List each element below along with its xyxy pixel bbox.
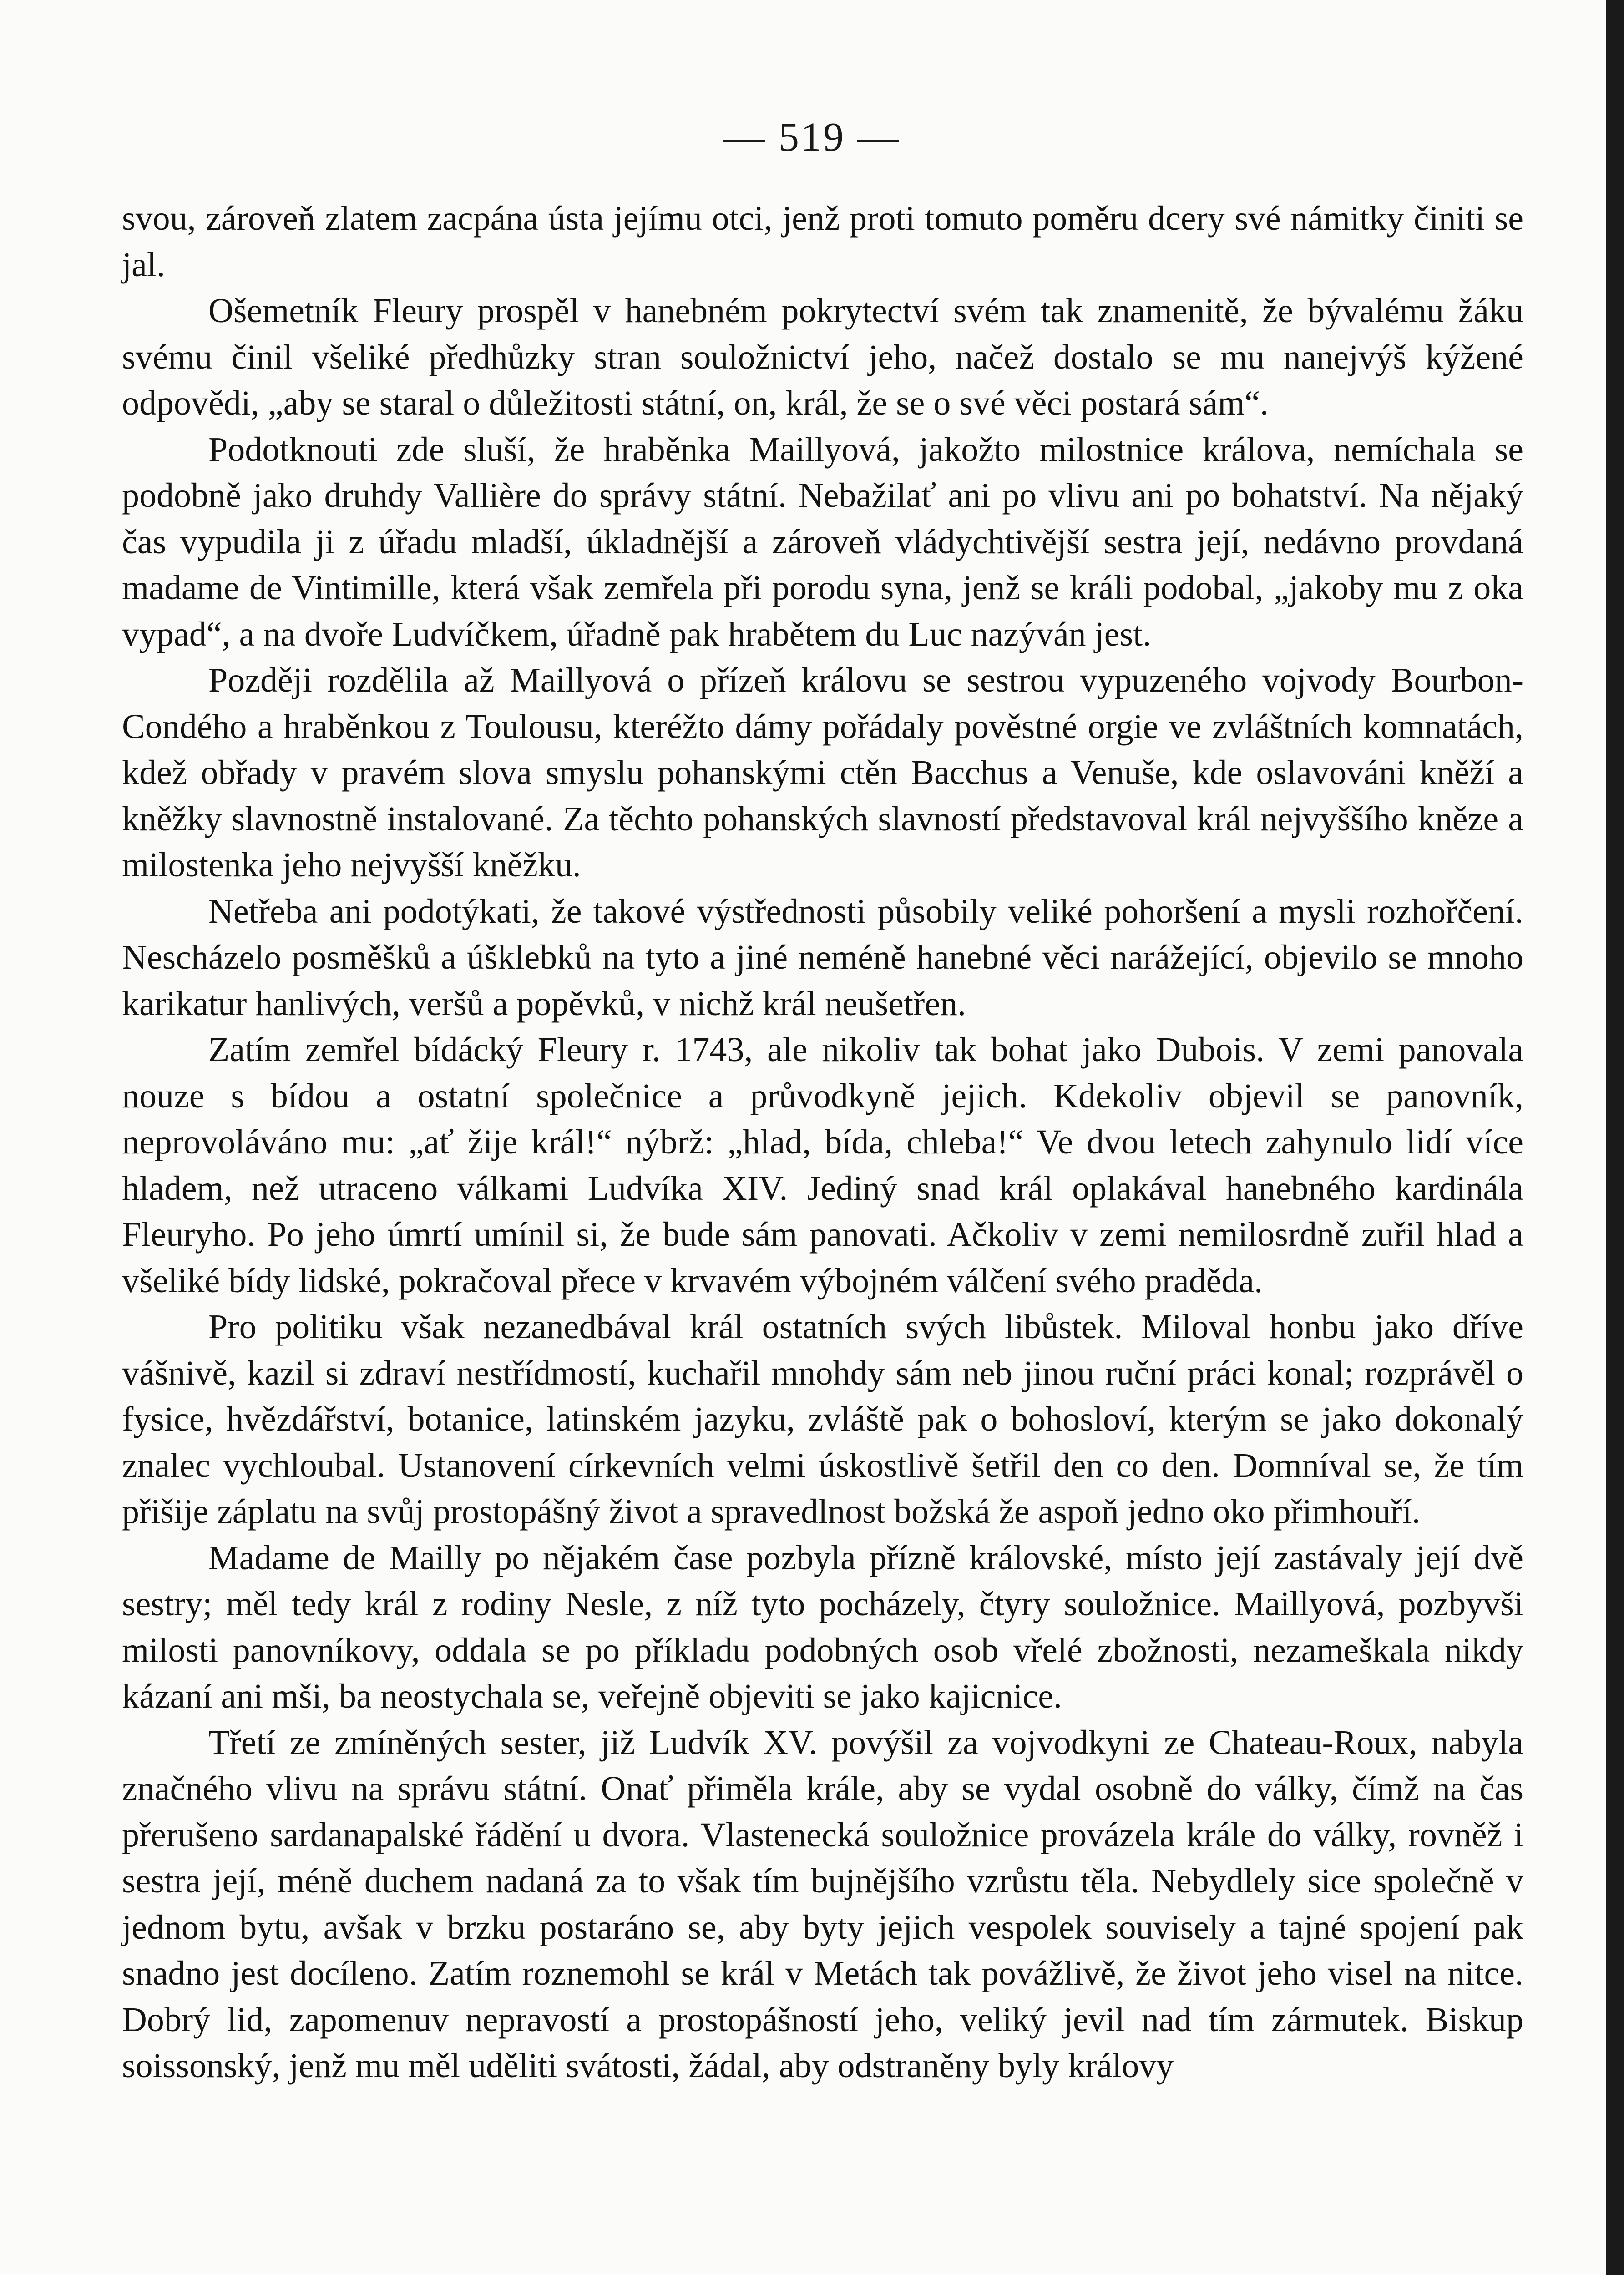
- paragraph: Zatím zemřel bídácký Fleury r. 1743, ale nikoliv tak bohat jako Dubois. V zemi panovala nouze s bídou a ostatní společnice a průvodkyně jejich. Kdekoliv objevil se panovník, neprovoláváno mu: „ať žije král!“ nýbrž: „hlad, bída, chleba!“ Ve dvou letech zahynulo lidí více hladem, než utraceno válkami Ludvíka XIV. Jediný snad král oplakával hanebného kardinála Fleuryho. Po jeho úmrtí umínil si, že bude sám panovati. Ačkoliv v zemi nemilosrdně zuřil hlad a všeliké bídy lidské, pokračoval přece v krvavém výbojném válčení svého praděda.: [122, 1031, 1523, 1300]
- paragraph: Ošemetník Fleury prospěl v hanebném pokrytectví svém tak znamenitě, že bývalému žáku svému činil všeliké předhůzky stran souložnictví jeho, načež dostalo se mu nanejvýš kýžené odpovědi, „aby se staral o důležitosti státní, on, král, že se o své věci postará sám“.: [122, 292, 1523, 422]
- paragraph: Podotknouti zde sluší, že hraběnka Maillyová, jakožto milostnice králova, nemíchala se podobně jako druhdy Vallière do správy státní. Nebažilať ani po vlivu ani po bohatství. Na nějaký čas vypudila ji z úřadu mladší, úkladnější a zároveň vládychtivější sestra její, nedávno provdaná madame de Vintimille, která však zemřela při porodu syna, jenž se králi podobal, „jakoby mu z oka vypad“, a na dvoře Ludvíčkem, úřadně pak hrabětem du Luc nazýván jest.: [122, 430, 1523, 653]
- body-text: [122, 196, 1523, 2089]
- page-edge-shadow: [1606, 0, 1624, 2275]
- paragraph: Později rozdělila až Maillyová o přízeň královu se sestrou vypuzeného vojvody Bourbon-Condého a hraběnkou z Toulousu, kteréžto dámy pořádaly pověstné orgie ve zvláštních komnatách, kdež obřady v pravém slova smyslu pohanskými ctěn Bacchus a Venuše, kde oslavováni kněží a kněžky slavnostně instalované. Za těchto pohanských slavností představoval král nejvyššího kněze a milostenka jeho nejvyšší kněžku.: [122, 661, 1523, 884]
- paragraph-continued: svou, zároveň zlatem zacpána ústa jejímu otci, jenž proti tomuto poměru dcery své námitky činiti se jal.: [122, 199, 1523, 284]
- paragraph: Pro politiku však nezanedbával král ostatních svých libůstek. Miloval honbu jako dříve vášnivě, kazil si zdraví nestřídmostí, kuchařil mnohdy sám neb jinou ruční práci konal; rozprávěl o fysice, hvězdářství, botanice, latinském jazyku, zvláště pak o bohosloví, kterým se jako dokonalý znalec vychloubal. Ustanovení církevních velmi úskostlivě šetřil den co den. Domníval se, že tím přišije záplatu na svůj prostopášný život a spravedlnost božská že aspoň jedno oko přimhouří.: [122, 1308, 1523, 1531]
- page-number: — 519 —: [723, 115, 901, 160]
- paragraph: Madame de Mailly po nějakém čase pozbyla přízně královské, místo její zastávaly její dvě sestry; měl tedy král z rodiny Nesle, z níž tyto pocházely, čtyry souložnice. Maillyová, pozbyvši milosti panovníkovy, oddala se po příkladu podobných osob vřelé zbožnosti, nezameškala nikdy kázaní ani mši, ba neostychala se, veřejně objeviti se jako kajicnice.: [122, 1538, 1523, 1715]
- paragraph: Netřeba ani podotýkati, že takové výstřednosti působily veliké pohoršení a mysli rozhořčení. Nescházelo posměšků a úšklebků na tyto a jiné neméně hanebné věci narážející, objevilo se mnoho karikatur hanlivých, veršů a popěvků, v nichž král neušetřen.: [122, 892, 1523, 1023]
- paragraph: Třetí ze zmíněných sester, již Ludvík XV. povýšil za vojvodkyni ze Chateau-Roux, nabyla značného vlivu na správu státní. Onať přiměla krále, aby se vydal osobně do války, čímž na čas přerušeno sardanapalské řádění u dvora. Vlastenecká souložnice provázela krále do války, rovněž i sestra její, méně duchem nadaná za to však tím bujnějšího vzrůstu těla. Nebydlely sice společně v jednom bytu, avšak v brzku postaráno se, aby byty jejich vespolek souvisely a tajné spojení pak snadno jest docíleno. Zatím roznemohl se král v Metách tak povážlivě, že život jeho visel na nitce. Dobrý lid, zapomenuv nepravostí a prostopášností jeho, veliký jevil nad tím zármutek. Biskup soissonský, jenž mu měl uděliti svátosti, žádal, aby odstraněny byly královy: [122, 1723, 1523, 2085]
